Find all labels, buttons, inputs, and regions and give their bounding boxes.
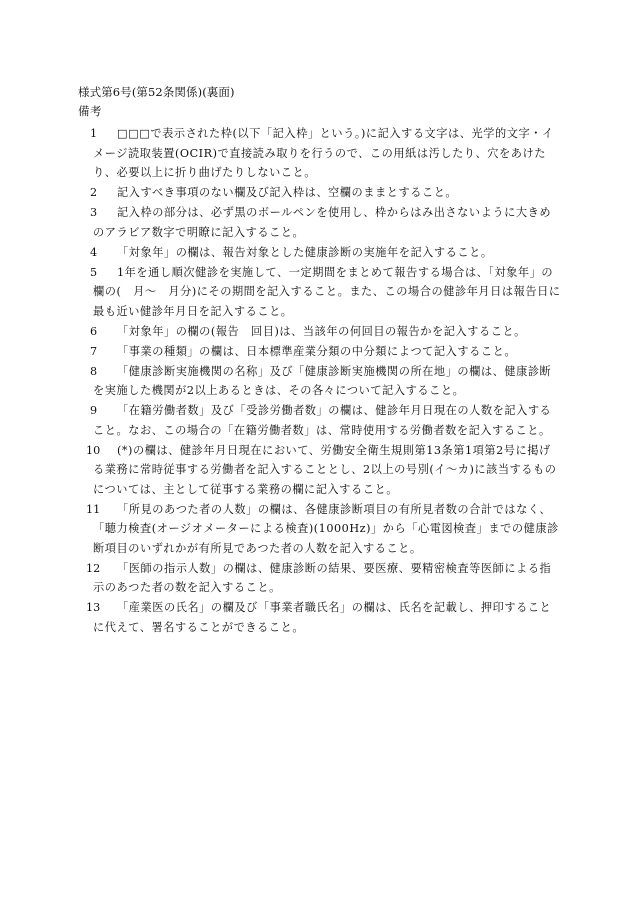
remark-item bbox=[0, 362, 630, 401]
remark-item bbox=[0, 342, 630, 362]
remark-text: 記入枠の部分は、必ず黒のボールペンを使用し、枠からはみ出さないように大きめのアラビア数字で明瞭に記入すること。 bbox=[93, 206, 552, 239]
remark-text: 「医師の指示人数」の欄は、健康診断の結果、要医療、要精密検査等医師による指示のあつた者の数を記入すること。 bbox=[93, 561, 552, 594]
remark-item bbox=[0, 203, 630, 242]
remark-item bbox=[0, 401, 630, 440]
remark-item bbox=[0, 183, 630, 203]
remark-item bbox=[0, 559, 630, 598]
remark-text: (*)の欄は、健診年月日現在において、労働安全衛生規則第13条第1項第2号に掲げる業務に常時従事する労働者を記入することとし、2以上の号別(イ～カ)に該当するものについては、主として従事する業務の欄に記入すること。 bbox=[93, 443, 557, 496]
remark-item bbox=[0, 124, 630, 183]
remark-text: 「産業医の氏名」の欄及び「事業者職氏名」の欄は、氏名を記載し、押印することに代えて、署名することができること。 bbox=[93, 601, 552, 634]
remark-number: 7 bbox=[90, 344, 98, 358]
remark-item bbox=[0, 598, 630, 637]
remark-number: 5 bbox=[90, 265, 98, 279]
remark-number: 6 bbox=[90, 324, 98, 338]
remark-text: 「所見のあつた者の人数」の欄は、各健康診断項目の有所見者数の合計ではなく、「聴力検査(オージオメーターによる検査)(1000Hz)」から「心電図検査」までの健康診断項目のいずれかが有所見であつた者の人数を記入すること。 bbox=[93, 502, 559, 555]
remarks-list bbox=[0, 124, 630, 638]
remark-number: 11 bbox=[86, 502, 101, 516]
remark-text: 「対象年」の欄の(報告 回目)は、当該年の何回目の報告かを記入すること。 bbox=[117, 324, 526, 338]
remark-item bbox=[0, 500, 630, 559]
remark-item bbox=[0, 263, 630, 322]
remark-text: 「事業の種類」の欄は、日本標準産業分類の中分類によつて記入すること。 bbox=[117, 344, 517, 358]
remark-number: 12 bbox=[86, 561, 101, 575]
remark-number: 1 bbox=[90, 127, 98, 140]
remark-item bbox=[0, 322, 630, 342]
form-title: 様式第6号(第52条関係)(裏面) bbox=[78, 85, 235, 99]
remark-item bbox=[0, 441, 630, 500]
remark-number: 4 bbox=[90, 245, 98, 259]
remark-number: 13 bbox=[86, 601, 101, 614]
remark-number: 3 bbox=[90, 206, 98, 219]
remark-number: 8 bbox=[90, 364, 98, 378]
remark-number: 9 bbox=[90, 404, 98, 417]
remark-text: □□□で表示された枠(以下「記入枠」という。)に記入する文字は、光学的文字・イメージ読取装置(OCIR)で直接読み取りを行うので、この用紙は汚したり、穴をあけたり、必要以上に折り曲げたりしないこと。 bbox=[93, 127, 554, 179]
remark-text: 「健康診断実施機関の名称」及び「健康診断実施機関の所在地」の欄は、健康診断を実施した機関が2以上あるときは、その各々について記入すること。 bbox=[93, 364, 552, 397]
remark-number: 2 bbox=[90, 186, 98, 199]
remark-text: 「在籍労働者数」及び「受診労働者数」の欄は、健診年月日現在の人数を記入すること。なお、この場合の「在籍労働者数」は、常時使用する労働者数を記入すること。 bbox=[93, 404, 552, 437]
remark-item bbox=[0, 243, 630, 263]
remark-text: 記入すべき事項のない欄及び記入枠は、空欄のままとすること。 bbox=[117, 186, 458, 199]
remarks-heading: 備考 bbox=[78, 104, 102, 118]
remark-text: 1年を通し順次健診を実施して、一定期間をまとめて報告する場合は、「対象年」の欄の( 月～ 月分)にその期間を記入すること。また、この場合の健診年月日は報告日に最も近い健診年月日を記入すること。 bbox=[93, 265, 561, 318]
remark-number: 10 bbox=[86, 443, 101, 457]
remark-text: 「対象年」の欄は、報告対象とした健康診断の実施年を記入すること。 bbox=[117, 245, 493, 259]
